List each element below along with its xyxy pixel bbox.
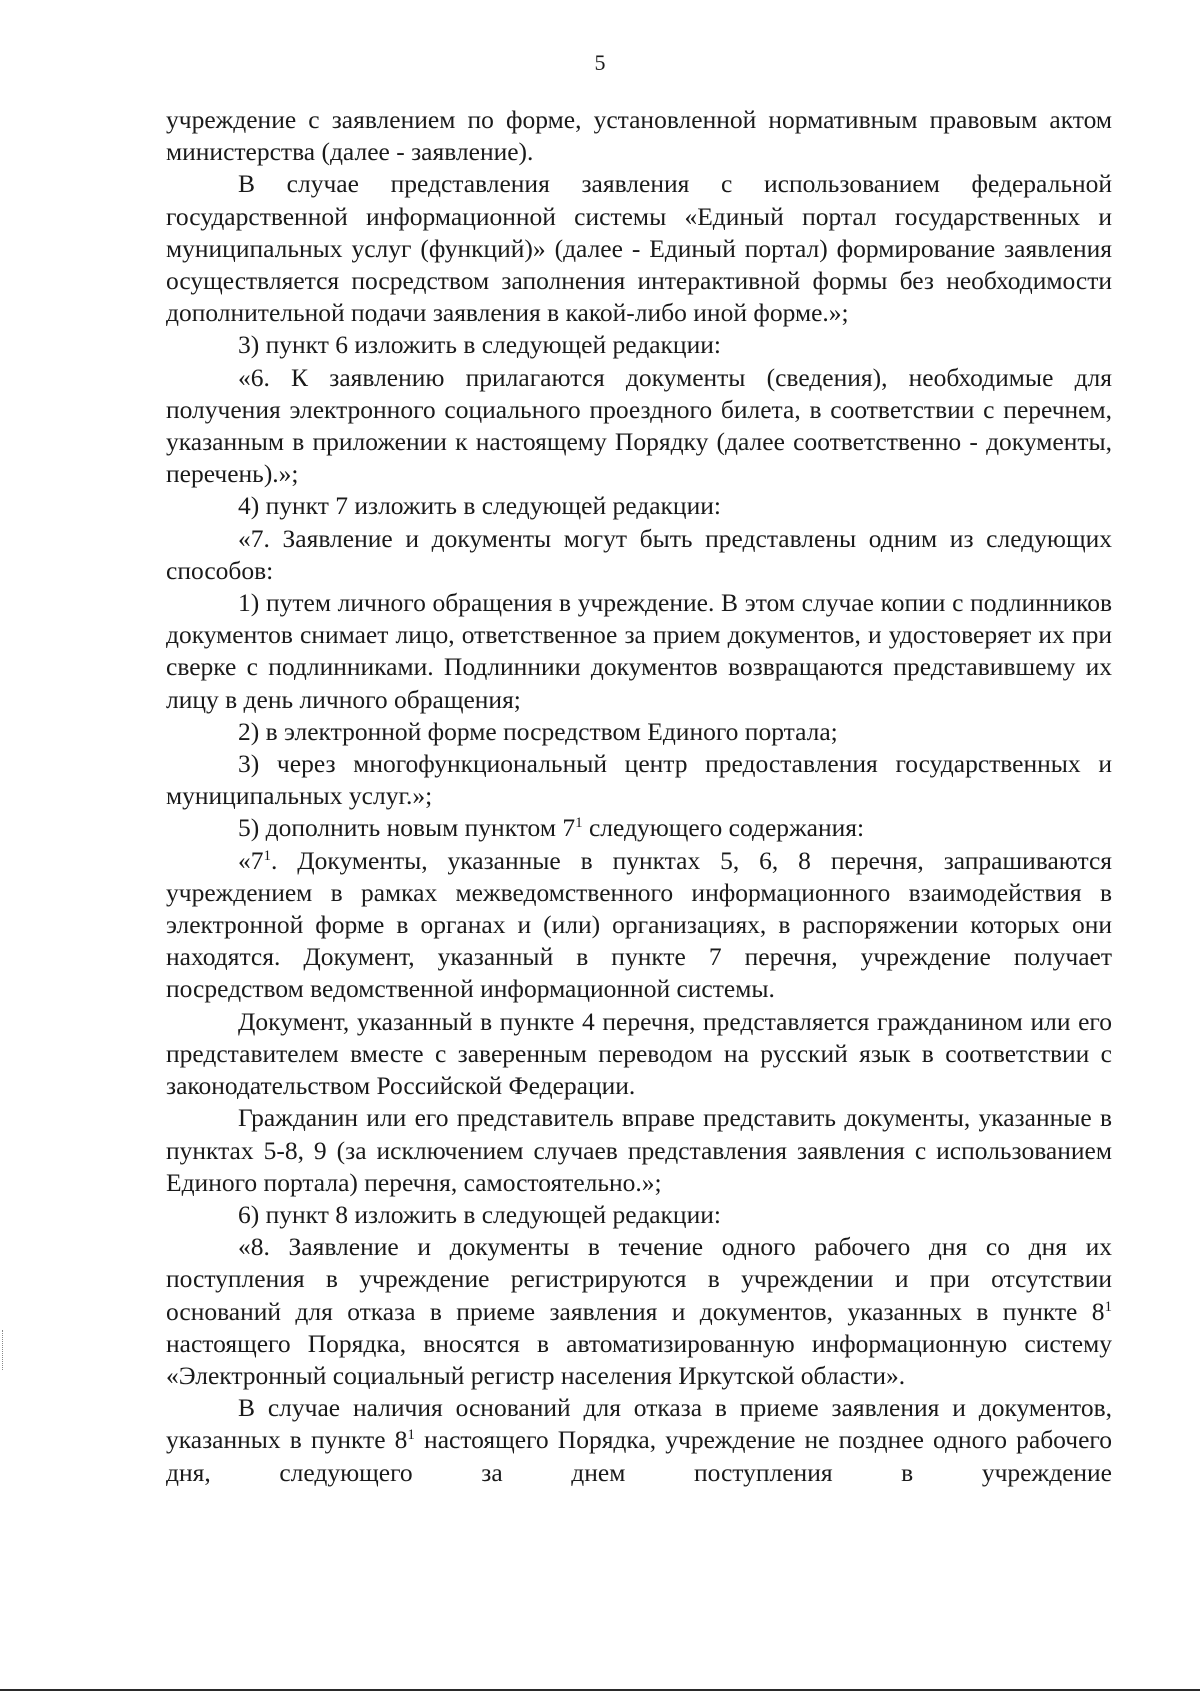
scan-edge-marks xyxy=(2,1330,6,1370)
paragraph-10 xyxy=(166,812,1112,844)
paragraph-14: 6) пункт 8 изложить в следующей редакции: xyxy=(238,1199,721,1229)
paragraph-11 xyxy=(166,845,1112,1006)
paragraph-4: «6. К заявлению прилагаются документы (сведения), необходимые для получения электронного социального проездного билета, в соответствии с перечнем, указанным в приложении к настоящему Порядку (далее соответственно - документы, перечень).»; xyxy=(166,362,1112,489)
paragraph-13: Гражданин или его представитель вправе представить документы, указанные в пунктах 5-8, 9 (за исключением случаев представления заявления с использованием Единого портала) перечня, самостоятельно.»; xyxy=(166,1103,1112,1197)
paragraph-3: 3) пункт 6 изложить в следующей редакции: xyxy=(238,330,721,360)
paragraph-16 xyxy=(166,1392,1112,1489)
paragraph-6: «7. Заявление и документы могут быть представлены одним из следующих способов: xyxy=(166,523,1112,585)
paragraph-15-before: «8. Заявление и документы в течение одного рабочего дня со дня их поступления в учреждение регистрируются в учреждении и при отсутствии оснований для отказа в приеме заявления и документов, указанных в пункте 8 xyxy=(166,1232,1112,1326)
page-number: 5 xyxy=(594,50,606,75)
paragraph-15-after: настоящего Порядка, вносятся в автоматизированную информационную систему «Электронный социальный регистр населения Иркутской области». xyxy=(166,1328,1112,1390)
paragraph-11-after: . Документы, указанные в пунктах 5, 6, 8 перечня, запрашиваются учреждением в рамках межведомственного информационного взаимодействия в электронной форме в органах и (или) организациях, в распоряжении которых они находятся. Документ, указанный в пункте 7 перечня, учреждение получает посредством ведомственной информационной системы. xyxy=(166,845,1112,1004)
paragraph-10-before: 5) дополнить новым пунктом 7 xyxy=(238,813,576,843)
paragraph-15-superscript: 1 xyxy=(1104,1298,1112,1315)
paragraph-11-before: «7 xyxy=(238,845,264,875)
document-body xyxy=(166,104,1112,1489)
paragraph-7: 1) путем личного обращения в учреждение. В этом случае копии с подлинников документов снимает лицо, ответственное за прием документов, и удостоверяет их при сверке с подлинниками. Подлинники документов возвращаются представившему их лицу в день личного обращения; xyxy=(166,588,1112,714)
paragraph-5: 4) пункт 7 изложить в следующей редакции: xyxy=(238,491,721,521)
paragraph-16-before: В случае наличия оснований для отказа в приеме заявления и документов, указанных в пункте 8 xyxy=(166,1393,1112,1455)
paragraph-1: учреждение с заявлением по форме, установленной нормативным правовым актом министерства (далее - заявление). xyxy=(166,105,1112,167)
paragraph-11-superscript: 1 xyxy=(263,847,271,864)
paragraph-2: В случае представления заявления с использованием федеральной государственной информационной системы «Единый портал государственных и муниципальных услуг (функций)» (далее - Единый портал) формирование заявления осуществляется посредством заполнения интерактивной формы без необходимости дополнительной подачи заявления в какой-либо иной форме.»; xyxy=(166,169,1112,328)
paragraph-10-superscript: 1 xyxy=(575,815,583,832)
paragraph-10-after: следующего содержания: xyxy=(582,813,865,843)
paragraph-12: Документ, указанный в пункте 4 перечня, представляется гражданином или его представителем вместе с заверенным переводом на русский язык в соответствии с законодательством Российской Федерации. xyxy=(166,1006,1112,1101)
scan-bottom-edge xyxy=(0,1689,1200,1691)
paragraph-9: 3) через многофункциональный центр предоставления государственных и муниципальных услуг.»; xyxy=(166,749,1112,811)
paragraph-8: 2) в электронной форме посредством Единого портала; xyxy=(238,716,838,746)
paragraph-16-after: настоящего Порядка, учреждение не позднее одного рабочего дня, следующего за днем поступления в учреждение xyxy=(166,1425,1112,1487)
paragraph-16-superscript: 1 xyxy=(407,1427,415,1444)
paragraph-15 xyxy=(166,1231,1112,1392)
